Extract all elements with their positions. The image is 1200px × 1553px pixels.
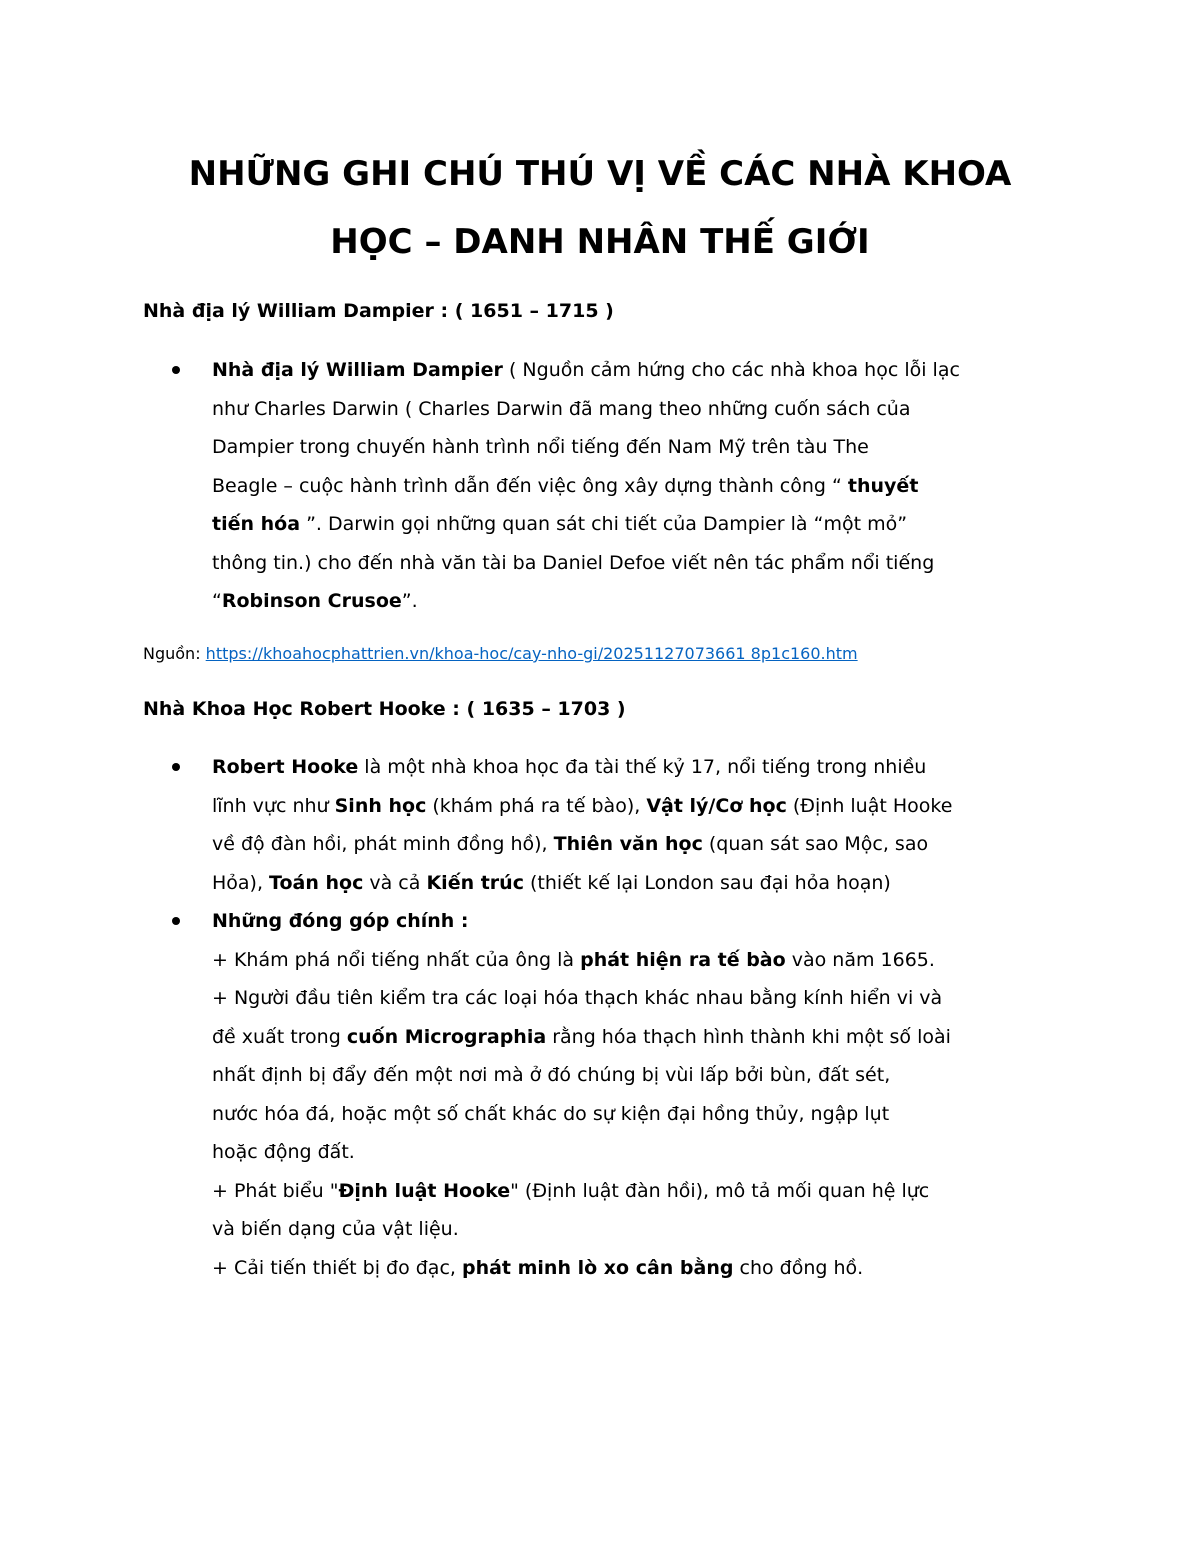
text-run: Hỏa), bbox=[212, 871, 270, 894]
list-item bbox=[212, 748, 1072, 902]
bullet-text bbox=[212, 748, 1072, 902]
bold-text-run: Định luật Hooke bbox=[338, 1179, 511, 1202]
text-run: nước hóa đá, hoặc một số chất khác do sự kiện đại hồng thủy, ngập lụt bbox=[212, 1102, 890, 1125]
text-run: là một nhà khoa học đa tài thế kỷ 17, nổi tiếng trong nhiều bbox=[358, 756, 927, 778]
text-run: lĩnh vực như bbox=[212, 794, 335, 817]
title-line-2: HỌC – DANH NHÂN THẾ GIỚI bbox=[330, 222, 870, 262]
text-run: vào năm 1665. bbox=[785, 948, 935, 971]
source-line bbox=[143, 642, 858, 666]
bullet-icon bbox=[172, 366, 180, 374]
bold-text-run: tiến hóa bbox=[212, 513, 301, 535]
text-line bbox=[212, 1249, 1072, 1288]
text-run: cho đồng hồ. bbox=[733, 1256, 864, 1279]
bold-text-run: thuyết bbox=[847, 474, 919, 497]
text-line bbox=[212, 1095, 1072, 1134]
text-run: thông tin.) cho đến nhà văn tài ba Daniel Defoe viết nên tác phẩm nổi tiếng bbox=[212, 551, 935, 574]
page-title bbox=[120, 140, 1080, 276]
bold-text-run: Thiên văn học bbox=[553, 833, 703, 855]
hooke-bullet-list bbox=[212, 748, 1072, 1287]
text-line bbox=[212, 1133, 1072, 1172]
text-run: và cả bbox=[363, 871, 427, 894]
text-run: (khám phá ra tế bào), bbox=[426, 794, 647, 817]
section-heading-hooke: Nhà Khoa Học Robert Hooke : ( 1635 – 1703 ) bbox=[143, 698, 626, 720]
text-line bbox=[212, 787, 1072, 826]
bold-text-run: phát minh lò xo cân bằng bbox=[461, 1256, 734, 1279]
bullet-text bbox=[212, 351, 1072, 621]
text-run: Dampier trong chuyến hành trình nổi tiếng đến Nam Mỹ trên tàu The bbox=[212, 436, 869, 458]
list-item bbox=[212, 902, 1072, 1287]
text-run: ”. bbox=[401, 590, 418, 612]
text-line bbox=[212, 979, 1072, 1018]
text-line bbox=[212, 748, 1072, 787]
text-run: + Cải tiến thiết bị đo đạc, bbox=[212, 1256, 462, 1279]
bold-text-run: cuốn Micrographia bbox=[346, 1025, 547, 1048]
bold-text-run: phát hiện ra tế bào bbox=[580, 948, 786, 971]
bold-text-run: Nhà địa lý William Dampier bbox=[212, 359, 503, 381]
text-line bbox=[212, 825, 1072, 864]
text-line bbox=[212, 1210, 1072, 1249]
text-run: rằng hóa thạch hình thành khi một số loài bbox=[546, 1025, 951, 1048]
bold-text-run: Kiến trúc bbox=[426, 871, 524, 894]
text-line bbox=[212, 941, 1072, 980]
bold-text-run: Toán học bbox=[269, 871, 364, 894]
text-line bbox=[212, 902, 1072, 941]
text-run: ( Nguồn cảm hứng cho các nhà khoa học lỗi lạc bbox=[502, 359, 960, 381]
text-run: + Khám phá nổi tiếng nhất của ông là bbox=[212, 948, 581, 971]
text-run: + Phát biểu " bbox=[212, 1179, 339, 1202]
source-link[interactable]: https://khoahocphattrien.vn/khoa-hoc/cay-nho-gi/20251127073661 8p1c160.htm bbox=[205, 644, 858, 663]
text-run: (quan sát sao Mộc, sao bbox=[702, 833, 929, 855]
bold-text-run: Sinh học bbox=[334, 794, 427, 817]
text-line bbox=[212, 390, 1072, 429]
text-run: hoặc động đất. bbox=[212, 1141, 355, 1163]
text-run: đề xuất trong bbox=[212, 1025, 347, 1048]
bullet-icon bbox=[172, 917, 180, 925]
text-line bbox=[212, 544, 1072, 583]
bold-text-run: Những đóng góp chính : bbox=[212, 910, 469, 932]
text-run: về độ đàn hồi, phát minh đồng hồ), bbox=[212, 833, 554, 855]
section-heading-dampier: Nhà địa lý William Dampier : ( 1651 – 1715 ) bbox=[143, 300, 614, 322]
text-run: và biến dạng của vật liệu. bbox=[212, 1218, 459, 1240]
bullet-icon bbox=[172, 763, 180, 771]
text-run: “ bbox=[212, 590, 222, 612]
text-run: " (Định luật đàn hồi), mô tả mối quan hệ lực bbox=[510, 1179, 930, 1202]
text-line bbox=[212, 582, 1072, 621]
text-line bbox=[212, 1056, 1072, 1095]
text-run: (Định luật Hooke bbox=[786, 794, 953, 817]
text-line bbox=[212, 467, 1072, 506]
bold-text-run: Robert Hooke bbox=[212, 756, 359, 778]
list-item bbox=[212, 351, 1072, 621]
text-line bbox=[212, 864, 1072, 903]
text-line bbox=[212, 428, 1072, 467]
bullet-text bbox=[212, 902, 1072, 1287]
source-label: Nguồn: bbox=[143, 644, 206, 663]
text-line bbox=[212, 1172, 1072, 1211]
text-run: + Người đầu tiên kiểm tra các loại hóa thạch khác nhau bằng kính hiển vi và bbox=[212, 987, 943, 1009]
title-line-1: NHỮNG GHI CHÚ THÚ VỊ VỀ CÁC NHÀ KHOA bbox=[188, 154, 1012, 194]
text-run: Beagle – cuộc hành trình dẫn đến việc ông xây dựng thành công “ bbox=[212, 474, 848, 497]
text-run: (thiết kế lại London sau đại hỏa hoạn) bbox=[523, 871, 891, 894]
text-line bbox=[212, 351, 1072, 390]
text-line bbox=[212, 1018, 1072, 1057]
text-run: ”. Darwin gọi những quan sát chi tiết của Dampier là “một mỏ” bbox=[300, 513, 908, 535]
text-run: như Charles Darwin ( Charles Darwin đã mang theo những cuốn sách của bbox=[212, 397, 911, 420]
dampier-bullet-list bbox=[212, 351, 1072, 621]
text-line bbox=[212, 505, 1072, 544]
bold-text-run: Vật lý/Cơ học bbox=[646, 794, 787, 817]
bold-text-run: Robinson Crusoe bbox=[221, 590, 402, 612]
text-run: nhất định bị đẩy đến một nơi mà ở đó chúng bị vùi lấp bởi bùn, đất sét, bbox=[212, 1064, 891, 1086]
